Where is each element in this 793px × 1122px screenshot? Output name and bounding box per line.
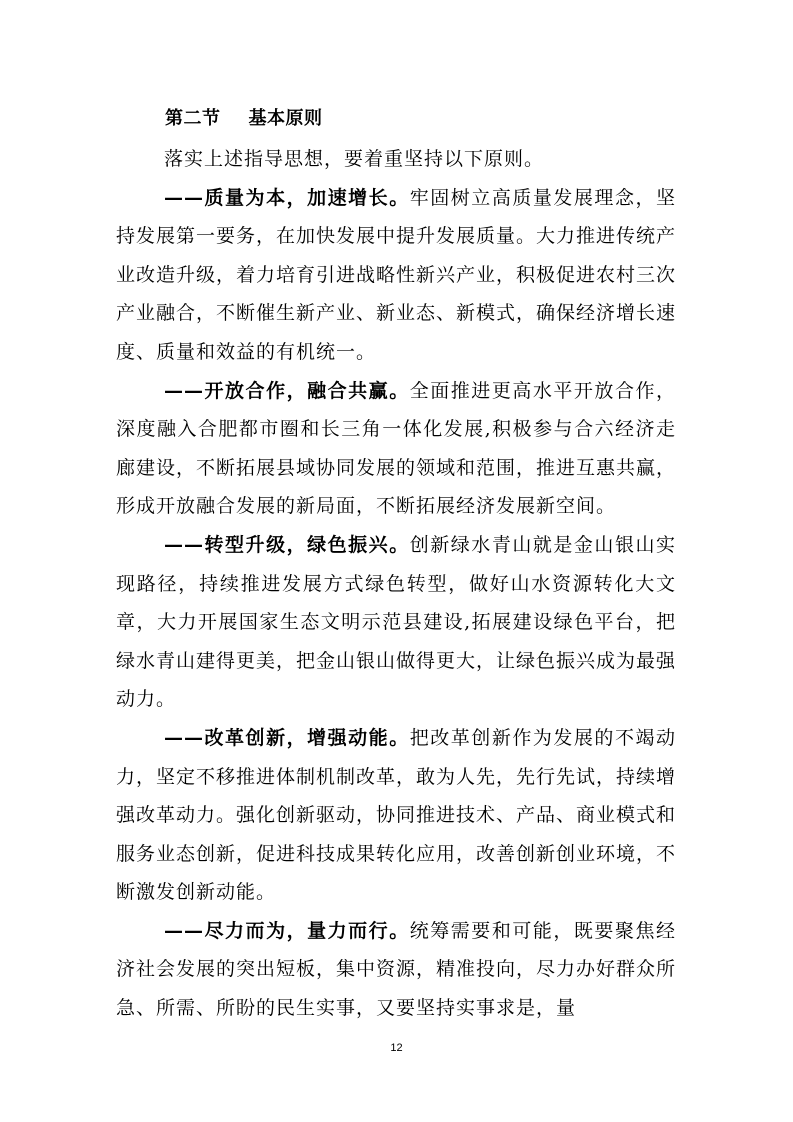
principle-text: 创新绿水青山就是金山银山实现路径，持续推进发展方式绿色转型，做好山水资源转化大文章，大力开展国家生态文明示范县建设,拓展建设绿色平台，把绿水青山建得更美，把金山银山做得更大，让绿色振兴成为最强动力。 <box>116 533 677 711</box>
principle-text: 牢固树立高质量发展理念，坚持发展第一要务，在加快发展中提升发展质量。大力推进传统产业改造升级，着力培育引进战略性新兴产业，积极促进农村三次产业融合，不断催生新产业、新业态、新模式，确保经济增长速度、质量和效益的有机统一。 <box>116 186 677 363</box>
principle-lead: ——质量为本，加速增长。 <box>164 186 410 209</box>
principle-paragraph-2 <box>116 372 676 526</box>
intro-paragraph: 落实上述指导思想，要着重坚持以下原则。 <box>164 148 545 170</box>
section-number: 第二节 <box>165 108 221 129</box>
section-title: 基本原则 <box>248 108 323 129</box>
principle-text: 把改革创新作为发展的不竭动力，坚定不移推进体制机制改革，敢为人先，先行先试，持续增强改革动力。强化创新驱动，协同推进技术、产品、商业模式和服务业态创新，促进科技成果转化应用，改善创新创业环境，不断激发创新动能。 <box>116 726 677 904</box>
principle-text: 全面推进更高水平开放合作，深度融入合肥都市圈和长三角一体化发展,积极参与合六经济走廊建设，不断拓展县域协同发展的领域和范围，推进互惠共赢，形成开放融合发展的新局面，不断拓展经济发展新空间。 <box>116 379 677 518</box>
principle-paragraph-4 <box>116 719 676 912</box>
principle-lead: ——开放合作，融合共赢。 <box>164 379 410 402</box>
body-text <box>116 140 676 1028</box>
principle-lead: ——尽力而为，量力而行。 <box>164 919 410 942</box>
principle-lead: ——转型升级，绿色振兴。 <box>164 533 410 556</box>
principle-paragraph-1 <box>116 179 676 372</box>
principle-paragraph-3 <box>116 526 676 719</box>
page-number: 12 <box>390 1042 403 1054</box>
section-heading <box>165 104 323 130</box>
principle-lead: ——改革创新，增强动能。 <box>164 726 410 749</box>
principle-text: 统筹需要和可能，既要聚焦经济社会发展的突出短板，集中资源，精准投向，尽力办好群众所急、所需、所盼的民生实事，又要坚持实事求是，量 <box>116 919 677 1020</box>
principle-paragraph-5 <box>116 912 676 1028</box>
